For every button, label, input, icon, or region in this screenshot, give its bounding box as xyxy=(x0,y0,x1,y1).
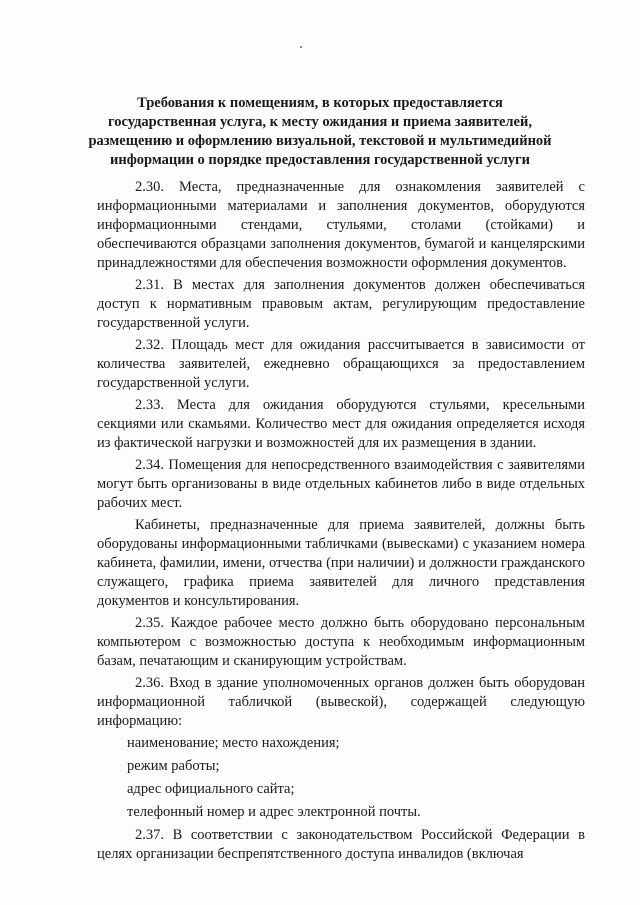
paragraph-2-33: 2.33. Места для ожидания оборудуются стульями, кресельными секциями или скамьями. Количество мест для ожидания определяется исходя из фактической нагрузки и возможностей для их размещения в здании. xyxy=(97,397,585,451)
paragraph-2-36: 2.36. Вход в здание уполномоченных органов должен быть оборудован информационной табличкой (вывеской), содержащей следующую информацию: xyxy=(97,675,585,729)
paragraph-2-37: 2.37. В соответствии с законодательством Российской Федерации в целях организации беспрепятственного доступа инвалидов (включая xyxy=(97,827,585,862)
section-heading xyxy=(60,94,580,170)
heading-line: размещению и оформлению визуальной, текстовой и мультимедийной xyxy=(88,133,552,149)
heading-line: Требования к помещениям, в которых предоставляется xyxy=(137,95,503,111)
paragraph-2-32: 2.32. Площадь мест для ожидания рассчитывается в зависимости от количества заявителей, ежедневно обращающихся за предоставлением государственной услуги. xyxy=(97,337,585,391)
paragraph-2-30: 2.30. Места, предназначенные для ознакомления заявителей с информационными материалами и заполнения документов, оборудуются информационными стендами, стульями, столами (стойками) и обеспечиваются образцами заполнения документов, бумагой и канцелярскими принадлежностями для обеспечения возможности оформления документов. xyxy=(97,179,585,271)
list-item: наименование; место нахождения; xyxy=(127,735,340,751)
paragraph-2-31: 2.31. В местах для заполнения документов должен обеспечиваться доступ к нормативным правовым актам, регулирующим предоставление государственной услуги. xyxy=(97,277,585,331)
heading-line: информации о порядке предоставления государственной услуги xyxy=(110,152,530,168)
list-item: режим работы; xyxy=(127,758,220,774)
scan-speck xyxy=(300,46,302,48)
paragraph-2-35: 2.35. Каждое рабочее место должно быть оборудовано персональным компьютером с возможностью доступа к необходимым информационным базам, печатающим и сканирующим устройствам. xyxy=(97,615,585,669)
paragraph-2-34: 2.34. Помещения для непосредственного взаимодействия с заявителями могут быть организованы в виде отдельных кабинетов либо в виде отдельных рабочих мест. xyxy=(97,457,585,511)
paragraph-cabinets: Кабинеты, предназначенные для приема заявителей, должны быть оборудованы информационными табличками (вывесками) с указанием номера кабинета, фамилии, имени, отчества (при наличии) и должности гражданского служащего, графика приема заявителей для личного представления документов и консультирования. xyxy=(97,517,585,609)
list-item: адрес официального сайта; xyxy=(127,781,295,797)
heading-line: государственная услуга, к месту ожидания и приема заявителей, xyxy=(108,114,532,130)
list-item: телефонный номер и адрес электронной почты. xyxy=(127,804,421,820)
document-body xyxy=(97,178,585,867)
